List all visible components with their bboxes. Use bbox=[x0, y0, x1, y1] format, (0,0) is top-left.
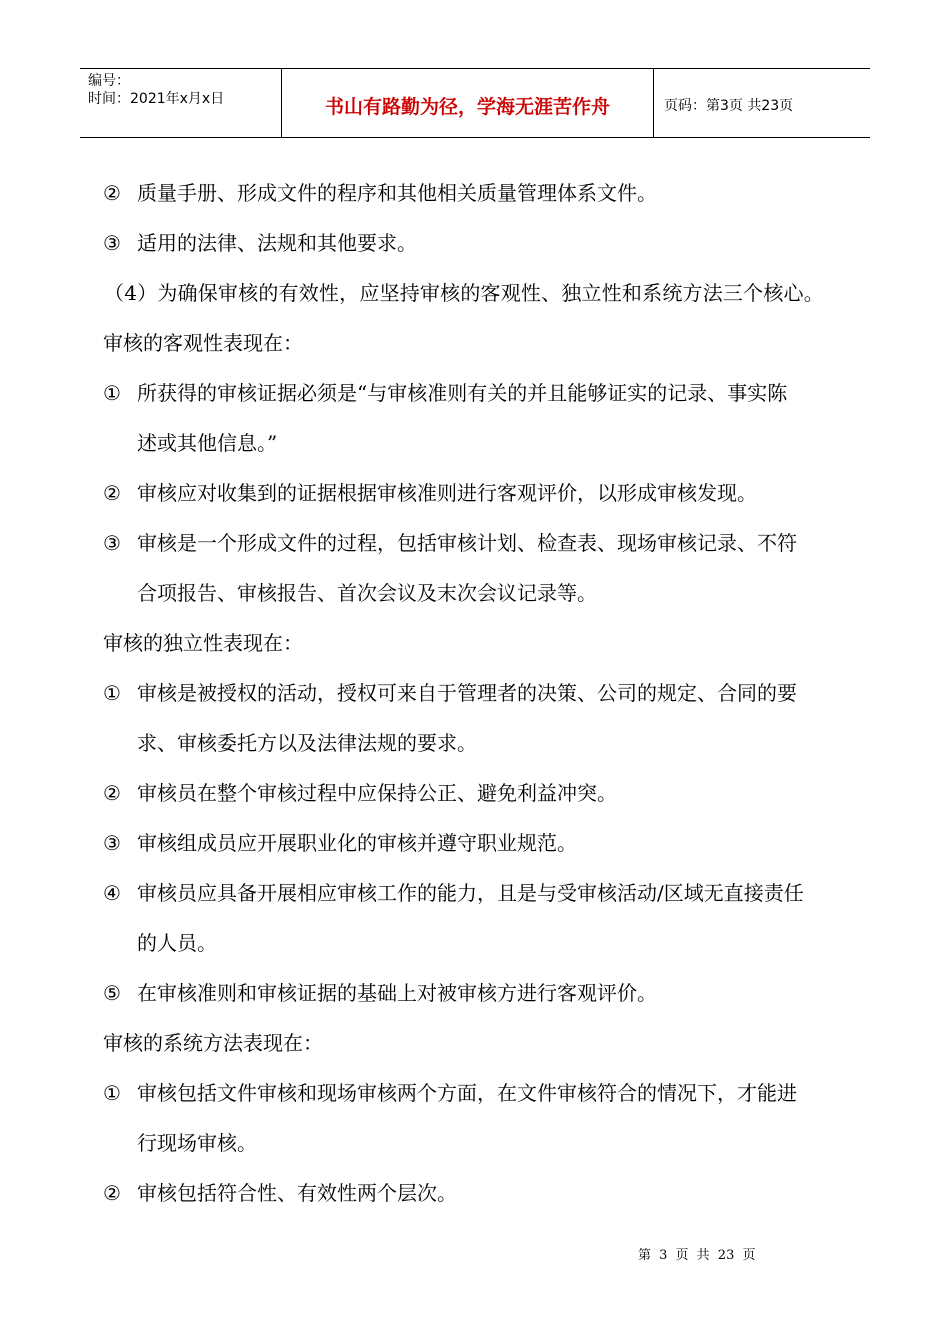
paragraph-line: 审核组成员应开展职业化的审核并遵守职业规范。 bbox=[137, 831, 577, 855]
paragraph-line: 审核应对收集到的证据根据审核准则进行客观评价，以形成审核发现。 bbox=[137, 481, 757, 505]
list-marker: ② bbox=[103, 1181, 121, 1205]
paragraph-line: 审核员在整个审核过程中应保持公正、避免利益冲突。 bbox=[137, 781, 617, 805]
list-marker: ② bbox=[103, 181, 121, 205]
number-label: 编号： bbox=[88, 73, 130, 89]
list-marker: ② bbox=[103, 481, 121, 505]
paragraph-line: 审核员应具备开展相应审核工作的能力，且是与受审核活动/区域无直接责任 bbox=[137, 881, 804, 905]
list-marker: ② bbox=[103, 781, 121, 805]
list-marker: ① bbox=[103, 1081, 121, 1105]
list-marker: ④ bbox=[103, 881, 121, 905]
paragraph-line: 行现场审核。 bbox=[137, 1131, 257, 1155]
paragraph-line: 所获得的审核证据必须是“与审核准则有关的并且能够证实的记录、事实陈 bbox=[137, 381, 788, 405]
paragraph-line: 质量手册、形成文件的程序和其他相关质量管理体系文件。 bbox=[137, 181, 657, 205]
section-heading: 审核的系统方法表现在： bbox=[103, 1031, 323, 1055]
list-marker: ③ bbox=[103, 831, 121, 855]
paragraph-line: 审核包括文件审核和现场审核两个方面，在文件审核符合的情况下，才能进 bbox=[137, 1081, 797, 1105]
page-footer: 第 3 页 共 23 页 bbox=[638, 1248, 756, 1263]
paragraph-line: 求、审核委托方以及法律法规的要求。 bbox=[137, 731, 477, 755]
section-heading: 审核的客观性表现在： bbox=[103, 331, 303, 355]
list-marker: ① bbox=[103, 681, 121, 705]
date-label: 时间：2021年x月x日 bbox=[88, 91, 225, 107]
paragraph-line: 审核是一个形成文件的过程，包括审核计划、检查表、现场审核记录、不符 bbox=[137, 531, 797, 555]
paragraph-line: （4）为确保审核的有效性，应坚持审核的客观性、独立性和系统方法三个核心。 bbox=[104, 281, 824, 305]
header-page-info: 页码：第3页 共23页 bbox=[664, 98, 794, 114]
page-header bbox=[80, 68, 870, 138]
section-heading: 审核的独立性表现在： bbox=[103, 631, 303, 655]
list-marker: ⑤ bbox=[103, 981, 121, 1005]
paragraph-line: 审核是被授权的活动，授权可来自于管理者的决策、公司的规定、合同的要 bbox=[137, 681, 797, 705]
header-meta bbox=[80, 69, 282, 137]
paragraph-line: 合项报告、审核报告、首次会议及末次会议记录等。 bbox=[137, 581, 597, 605]
list-marker: ③ bbox=[103, 531, 121, 555]
paragraph-line: 审核包括符合性、有效性两个层次。 bbox=[137, 1181, 457, 1205]
list-marker: ③ bbox=[103, 231, 121, 255]
header-motto: 书山有路勤为径，学海无涯苦作舟 bbox=[282, 69, 654, 137]
paragraph-line: 的人员。 bbox=[137, 931, 217, 955]
paragraph-line: 适用的法律、法规和其他要求。 bbox=[137, 231, 417, 255]
paragraph-line: 在审核准则和审核证据的基础上对被审核方进行客观评价。 bbox=[137, 981, 657, 1005]
paragraph-line: 述或其他信息。” bbox=[137, 431, 278, 455]
list-marker: ① bbox=[103, 381, 121, 405]
